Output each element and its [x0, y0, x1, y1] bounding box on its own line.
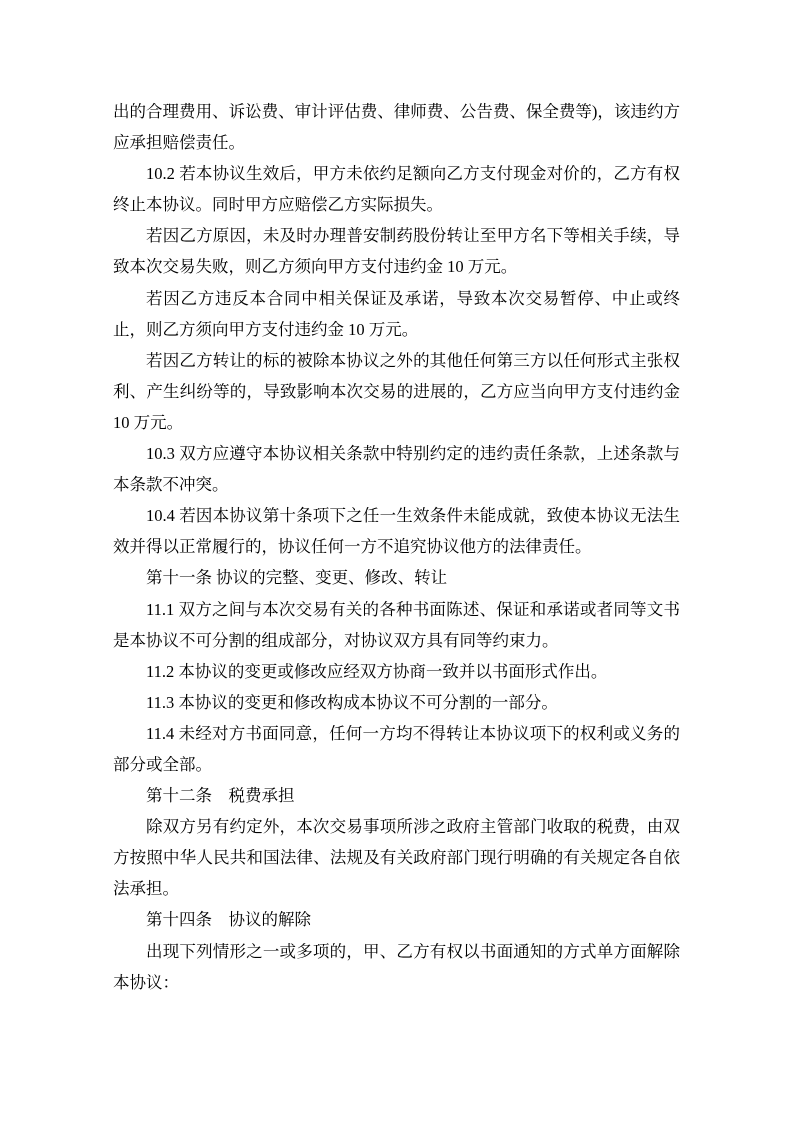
clause-10-4: 10.4 若因本协议第十条项下之任一生效条件未能成就，致使本协议无法生效并得以正常履行的，协议任何一方不追究协议他方的法律责任。 — [113, 506, 680, 557]
clause-11-4: 11.4 未经对方书面同意，任何一方均不得转让本协议项下的权利或义务的部分或全部。 — [113, 723, 680, 774]
paragraph-breach-warranty: 若因乙方违反本合同中相关保证及承诺，导致本次交易暂停、中止或终止，则乙方须向甲方支付违约金 10 万元。 — [113, 288, 680, 339]
heading-article-12: 第十二条 税费承担 — [146, 786, 295, 806]
paragraph-tax-bearing: 除双方另有约定外，本次交易事项所涉之政府主管部门收取的税费，由双方按照中华人民共和国法律、法规及有关政府部门现行明确的有关规定各自依法承担。 — [113, 817, 680, 899]
clause-11-3: 11.3 本协议的变更和修改构成本协议不可分割的一部分。 — [146, 692, 558, 712]
clause-11-2: 11.2 本协议的变更或修改应经双方协商一致并以书面形式作出。 — [146, 661, 608, 681]
paragraph-continuation-costs: 出的合理费用、诉讼费、审计评估费、律师费、公告费、保全费等)，该违约方应承担赔偿责任。 — [113, 102, 680, 153]
heading-article-11: 第十一条 协议的完整、变更、修改、转让 — [146, 568, 448, 588]
heading-article-14: 第十四条 协议的解除 — [146, 910, 311, 930]
clause-10-2: 10.2 若本协议生效后，甲方未依约足额向乙方支付现金对价的，乙方有权终止本协议。同时甲方应赔偿乙方实际损失。 — [113, 164, 680, 215]
clause-10-3: 10.3 双方应遵守本协议相关条款中特别约定的违约责任条款，上述条款与本条款不冲突。 — [113, 444, 680, 495]
paragraph-breach-third-party-claim: 若因乙方转让的标的被除本协议之外的其他任何第三方以任何形式主张权利、产生纠纷等的，导致影响本次交易的进展的，乙方应当向甲方支付违约金 10 万元。 — [113, 350, 680, 432]
paragraph-termination-intro: 出现下列情形之一或多项的，甲、乙方有权以书面通知的方式单方面解除本协议： — [113, 941, 680, 992]
clause-11-1: 11.1 双方之间与本次交易有关的各种书面陈述、保证和承诺或者同等文书是本协议不可分割的组成部分，对协议双方具有同等约束力。 — [113, 599, 680, 650]
paragraph-breach-transfer-failure: 若因乙方原因，未及时办理普安制药股份转让至甲方名下等相关手续，导致本次交易失败，则乙方须向甲方支付违约金 10 万元。 — [113, 226, 680, 277]
